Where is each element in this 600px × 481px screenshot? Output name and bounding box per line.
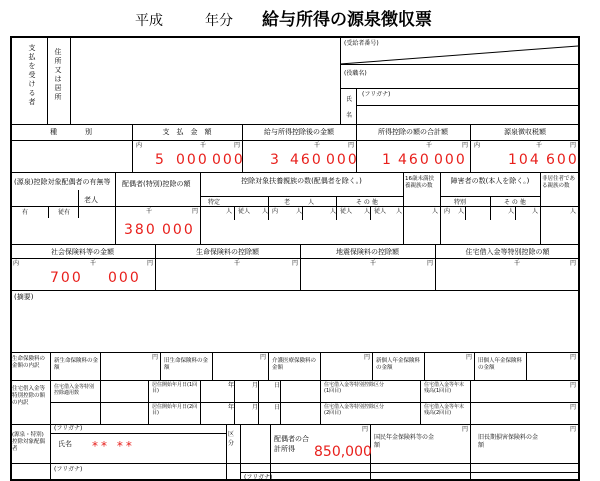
header-spouse-exists: (源泉)控除対象配偶者の有無等 [14,178,111,186]
label-spouse-income: 配偶者の合計所得 [274,435,309,453]
unit-nin: 人 [458,208,465,215]
label-jyuu: 従有 [58,209,71,216]
unit-sen: 千 [426,142,433,149]
unit-en: 円 [260,354,267,361]
unit-sen: 千 [234,260,241,267]
unit-en: 円 [570,404,577,411]
unit-sen: 千 [370,260,377,267]
unit-en: 円 [427,260,434,267]
label-furigana-3: (フリガナ) [244,474,273,481]
label-spouse-section: (源泉・特別)控除対象配偶者 [12,432,46,452]
header-deduction-total: 所得控除の額の合計額 [378,128,448,136]
unit-sen: 千 [314,142,321,149]
label-life-breakdown: 生命保険料の金額の内訳 [12,356,46,369]
label-new-life: 新生命保険料の金額 [54,358,99,371]
unit-en: 円 [570,354,577,361]
title-era: 平成 [135,13,163,29]
unit-en: 円 [466,354,473,361]
unit-nin: 人 [296,208,303,215]
unit-sen: 千 [90,260,97,267]
unit-year-2: 年 [228,404,235,411]
address-label: 住所又は居所 [54,48,62,101]
page-title: 給与所得の源泉徴収票 [262,10,432,30]
remarks-label: (摘要) [14,293,34,301]
header-housing-deduction: 住宅借入金等特別控除の額 [465,248,550,256]
label-furigana-2: (フリガナ) [54,466,83,473]
label-housing-type-1: 住宅借入金等特別控除区分(1回目) [324,382,385,394]
unit-sen: 千 [146,208,153,215]
label-inside: 内 [272,208,279,215]
unit-en: 円 [570,260,577,267]
header-nonresident: 非居住者である親族の数 [542,176,576,189]
label-other-disabled: そ の 他 [504,199,526,206]
label-old-pension: 旧個人年金保険料の金額 [478,358,523,371]
label-national-pension: 国民年金保険料等の金額 [374,434,435,449]
unit-en: 円 [292,260,299,267]
label-name: 氏名 [58,440,72,448]
unit-sen: 千 [514,260,521,267]
header-social-insurance: 社会保険料等の金額 [51,248,114,256]
label-other: そ の 他 [356,199,378,206]
unit-year-1: 年 [228,382,235,389]
deduction-total-hundreds: 460 [398,152,431,168]
unit-sen: 千 [200,142,207,149]
label-housing-balance-1: 住宅借入金等年末残高(1回目) [424,382,465,394]
unit-en: 円 [462,142,469,149]
unit-uchi: 内 [474,142,481,149]
after-deduction-thousands: 3 [270,152,279,168]
header-withholding: 源泉徴収税額 [504,128,546,136]
title-year-label: 年分 [205,13,233,29]
social-insurance-thousands: 700 [50,270,83,286]
payment-thousands: 5 [155,152,164,168]
position-label: (役職名) [344,70,367,77]
unit-en: 円 [362,426,369,433]
social-insurance-ones: 000 [108,270,141,286]
header-earthquake-insurance: 地震保険料の控除額 [336,248,399,256]
label-furigana: (フリガナ) [54,425,83,432]
withholding-thousands: 104 [508,152,541,168]
label-housing-start-1: 居住開始年月日(1回目) [152,382,198,394]
header-after-deduction: 給与所得控除後の金額 [264,128,334,136]
unit-nin: 人 [396,208,403,215]
unit-en: 円 [234,142,241,149]
header-disabled-count: 障害者の数(本人を除く。) [450,177,530,185]
label-housing-start-2: 居住開始年月日(2回目) [152,404,198,416]
unit-nin: 人 [532,208,539,215]
unit-nin: 人 [364,208,371,215]
name-label-2: 名 [346,112,353,119]
unit-en: 円 [570,426,577,433]
header-dependents-count: 控除対象扶養親族の数(配偶者を除く。) [241,177,362,185]
label-housing-applicable: 住宅借入金等特別控除適用数 [54,384,95,396]
deduction-total-ones: 000 [434,152,467,168]
payment-ones: 000 [212,152,245,168]
unit-month-1: 月 [252,382,259,389]
label-housing-balance-2: 住宅借入金等年末残高(2回目) [424,404,465,416]
unit-en: 円 [570,142,577,149]
unit-uchi: 内 [136,142,143,149]
unit-en: 円 [147,260,154,267]
unit-nin: 人 [508,208,515,215]
unit-nin: 人 [262,208,269,215]
payee-side-label: 支払を受ける者 [28,44,36,106]
label-ju-nin: 従人 [374,208,387,215]
withholding-ones: 600 [546,152,579,168]
unit-en: 円 [348,142,355,149]
label-old-life: 旧生命保険料の金額 [164,358,209,371]
unit-sen: 千 [536,142,543,149]
spouse-deduction-ones: 000 [162,222,195,238]
label-housing-breakdown: 住宅借入金等特別控除の額の内訳 [12,386,46,406]
spouse-name-value: ** ** [92,439,135,453]
unit-nin: 人 [432,208,439,215]
label-old: 老 人 [284,199,315,206]
header-life-insurance: 生命保険料の控除額 [196,248,259,256]
spouse-income-value: 850,000 [314,444,372,460]
header-type: 種 別 [50,128,92,136]
label-ju-nin: 従人 [340,208,353,215]
after-deduction-hundreds: 460 [290,152,323,168]
unit-nin: 人 [570,208,577,215]
after-deduction-ones: 000 [326,152,359,168]
unit-en: 円 [364,354,371,361]
label-new-pension: 新個人年金保険料の金額 [376,358,421,371]
spouse-deduction-thousands: 380 [124,222,157,238]
unit-en: 円 [570,382,577,389]
unit-uchi: 内 [13,260,20,267]
label-specific: 特定 [208,199,221,206]
header-minor-dependents: 16歳未満扶養親族の数 [405,176,434,189]
label-care: 介護医療保険料の金額 [272,358,317,371]
payment-hundreds: 000 [176,152,209,168]
label-yes: 有 [22,209,29,216]
deduction-total-thousands: 1 [382,152,391,168]
label-kubun: 区分 [228,431,235,447]
header-payment: 支 払 金 額 [162,128,212,136]
unit-en: 円 [462,426,469,433]
label-elderly: 老人 [84,196,98,204]
header-spouse-deduction: 配偶者(特別)控除の額 [122,180,191,188]
label-special: 特別 [454,199,467,206]
unit-month-2: 月 [252,404,259,411]
unit-en: 円 [152,354,159,361]
label-ju-nin: 従人 [238,208,251,215]
unit-nin: 人 [226,208,233,215]
label-old-long-term: 旧長期損害保険料の金額 [478,434,539,449]
unit-en: 円 [192,208,199,215]
recipient-no-label: (受給者番号) [344,40,379,47]
label-inside: 内 [444,208,451,215]
unit-day-1: 日 [274,382,281,389]
label-housing-type-2: 住宅借入金等特別控除区分(2回目) [324,404,385,416]
unit-nin: 人 [330,208,337,215]
name-label-1: 氏 [346,96,353,103]
unit-day-2: 日 [274,404,281,411]
furigana-label: (フリガナ) [362,91,391,98]
